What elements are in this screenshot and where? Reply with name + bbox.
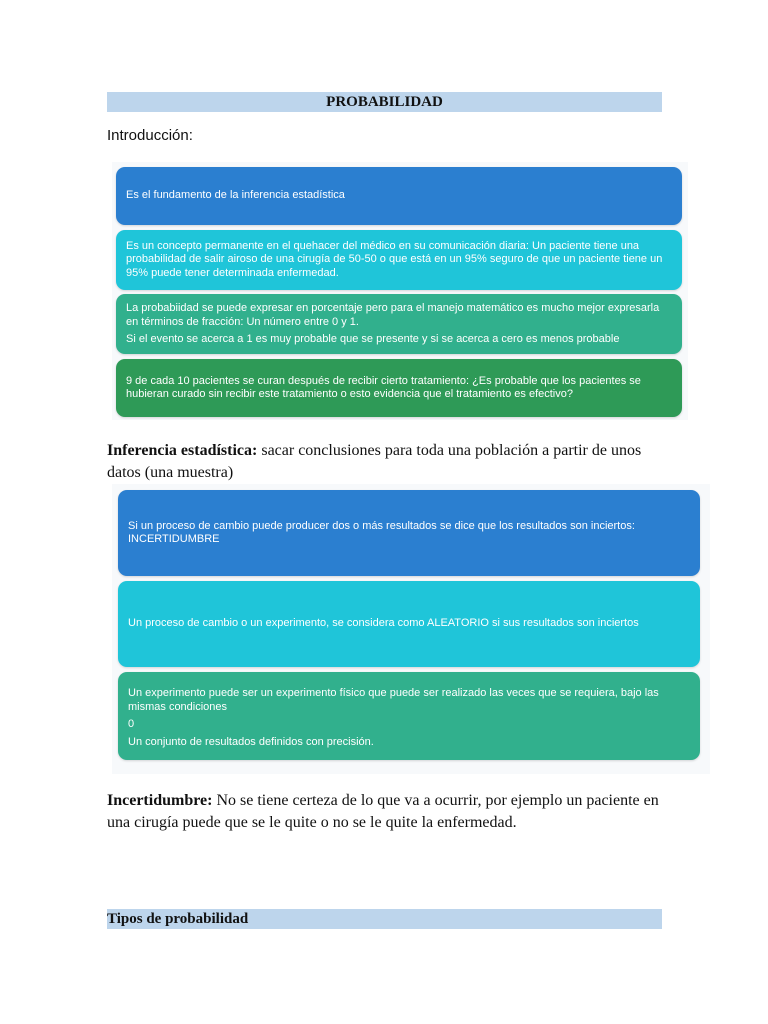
- inferencia-box-3-text-a: Un experimento puede ser un experimento físico que puede ser realizado las veces que se requiera, bajo las mismas condiciones: [128, 687, 659, 713]
- section-heading-tipos: Tipos de probabilidad: [107, 909, 662, 929]
- inferencia-box-2: [118, 581, 700, 667]
- intro-box-2-text: Es un concepto permanente en el quehacer del médico en su comunicación diaria: Un paciente tiene una probabilidad de salir airoso de una cirugía de 50-50 o que está en un 95% seguro de que un paciente tiene un 95% puede tener determinada enfermedad.: [126, 239, 663, 279]
- intro-box-1: [116, 167, 682, 225]
- inferencia-box-3: [118, 672, 700, 760]
- intro-box-3-text-a: La probabiidad se puede expresar en porcentaje pero para el manejo matemático es mucho mejor expresarla en términos de fracción: Un número entre 0 y 1.: [126, 302, 660, 328]
- intro-box-4-text: 9 de cada 10 pacientes se curan después de recibir cierto tratamiento: ¿Es probable que los pacientes se hubieran curado sin recibir este tratamiento o esto evidencia que el tratamiento es efectivo?: [126, 374, 641, 400]
- inferencia-term: Inferencia estadística:: [107, 442, 258, 459]
- incertidumbre-paragraph: [107, 790, 667, 834]
- intro-box-2: [116, 230, 682, 290]
- intro-box-4: [116, 359, 682, 417]
- inferencia-box-3-text-b: 0: [128, 718, 135, 730]
- intro-box-3-text-b: Si el evento se acerca a 1 es muy probable que se presente y si se acerca a cero es menos probable: [126, 333, 620, 345]
- inferencia-paragraph: [107, 440, 667, 484]
- smartart-inferencia-diagram: [112, 484, 710, 774]
- incertidumbre-definition: No se tiene certeza de lo que va a ocurrir, por ejemplo un paciente en una cirugía puede que se le quite o no se le quite la enfermedad.: [107, 792, 659, 831]
- inferencia-box-1-text: Si un proceso de cambio puede producer dos o más resultados se dice que los resultados son inciertos: INCERTIDUMBRE: [128, 519, 635, 545]
- inferencia-box-2-text: Un proceso de cambio o un experimento, se considera como ALEATORIO si sus resultados son inciertos: [128, 617, 639, 630]
- smartart-intro-diagram: [112, 162, 688, 420]
- intro-box-3: [116, 294, 682, 354]
- incertidumbre-term: Incertidumbre:: [107, 792, 213, 809]
- inferencia-box-3-text-c: Un conjunto de resultados definidos con precisión.: [128, 735, 374, 748]
- inferencia-box-1: [118, 490, 700, 576]
- intro-label: Introducción:: [107, 127, 193, 144]
- intro-box-1-text: Es el fundamento de la inferencia estadística: [126, 189, 345, 202]
- page-title: PROBABILIDAD: [107, 92, 662, 112]
- inferencia-definition: sacar conclusiones para toda una población a partir de unos datos (una muestra): [107, 442, 642, 481]
